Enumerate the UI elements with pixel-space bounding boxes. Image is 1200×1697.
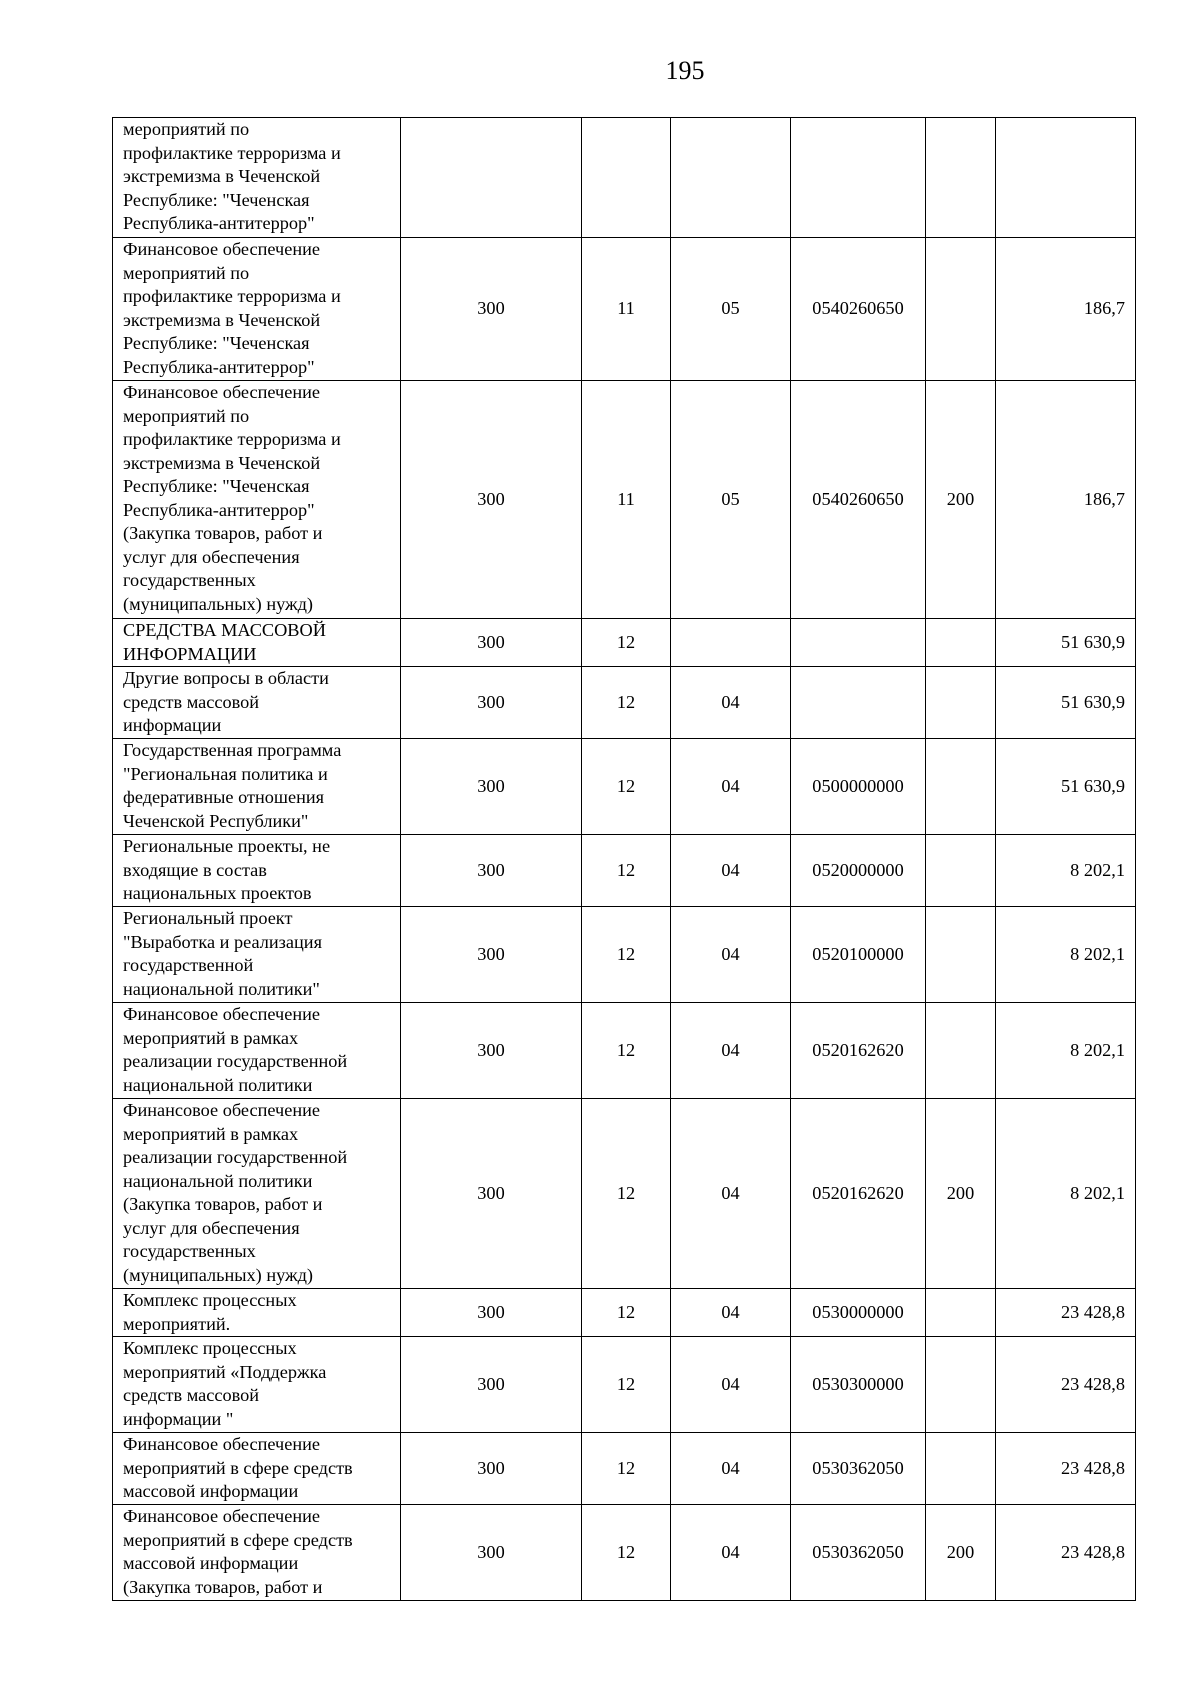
admin-code-cell: 300 [401,1433,582,1505]
expense-type-cell [926,1289,996,1337]
item-name-cell: Финансовое обеспечение мероприятий в сфере средств массовой информации [113,1433,401,1505]
table-row [113,1505,1136,1601]
admin-code-cell: 300 [401,667,582,739]
item-name-cell: Государственная программа "Региональная политика и федеративные отношения Чеченской Республики" [113,739,401,835]
admin-code-cell: 300 [401,1099,582,1289]
subsection-cell [671,118,791,238]
item-name-cell: Финансовое обеспечение мероприятий по профилактике терроризма и экстремизма в Чеченской Республике: "Чеченская Республика-антитеррор" (Закупка товаров, работ и услуг для обеспечения государственных (муниципальных) нужд) [113,381,401,619]
admin-code-cell: 300 [401,1505,582,1601]
table-row [113,238,1136,381]
amount-cell: 8 202,1 [996,1099,1136,1289]
section-cell: 12 [582,739,671,835]
expense-type-cell [926,835,996,907]
amount-cell: 8 202,1 [996,835,1136,907]
target-article-cell [791,619,926,667]
subsection-cell: 04 [671,835,791,907]
item-name-cell: мероприятий по профилактике терроризма и экстремизма в Чеченской Республике: "Чеченская Республика-антитеррор" [113,118,401,238]
target-article-cell: 0520162620 [791,1099,926,1289]
table-row [113,619,1136,667]
section-cell: 12 [582,907,671,1003]
target-article-cell: 0530000000 [791,1289,926,1337]
expense-type-cell [926,907,996,1003]
section-cell: 12 [582,1505,671,1601]
amount-cell: 51 630,9 [996,619,1136,667]
expense-type-cell: 200 [926,1505,996,1601]
subsection-cell: 05 [671,238,791,381]
admin-code-cell: 300 [401,238,582,381]
item-name-cell: Финансовое обеспечение мероприятий в сфере средств массовой информации (Закупка товаров, работ и [113,1505,401,1601]
target-article-cell [791,118,926,238]
target-article-cell [791,667,926,739]
target-article-cell: 0520162620 [791,1003,926,1099]
item-name-cell: СРЕДСТВА МАССОВОЙ ИНФОРМАЦИИ [113,619,401,667]
budget-table [112,117,1136,1601]
item-name-cell: Другие вопросы в области средств массовой информации [113,667,401,739]
subsection-cell: 04 [671,1505,791,1601]
section-cell: 12 [582,1003,671,1099]
table-row [113,1289,1136,1337]
amount-cell: 186,7 [996,238,1136,381]
table-row [113,667,1136,739]
subsection-cell: 05 [671,381,791,619]
section-cell: 11 [582,238,671,381]
expense-type-cell [926,238,996,381]
amount-cell: 23 428,8 [996,1433,1136,1505]
section-cell: 12 [582,1289,671,1337]
amount-cell: 186,7 [996,381,1136,619]
target-article-cell: 0530300000 [791,1337,926,1433]
section-cell: 12 [582,835,671,907]
amount-cell: 8 202,1 [996,907,1136,1003]
section-cell [582,118,671,238]
section-cell: 12 [582,1099,671,1289]
item-name-cell: Финансовое обеспечение мероприятий в рамках реализации государственной национальной политики (Закупка товаров, работ и услуг для обеспечения государственных (муниципальных) нужд) [113,1099,401,1289]
admin-code-cell: 300 [401,907,582,1003]
target-article-cell: 0540260650 [791,381,926,619]
section-cell: 12 [582,1337,671,1433]
item-name-cell: Региональный проект "Выработка и реализация государственной национальной политики" [113,907,401,1003]
page-number: 195 [665,56,705,85]
item-name-cell: Финансовое обеспечение мероприятий в рамках реализации государственной национальной политики [113,1003,401,1099]
expense-type-cell: 200 [926,381,996,619]
item-name-cell: Региональные проекты, не входящие в состав национальных проектов [113,835,401,907]
subsection-cell: 04 [671,907,791,1003]
expense-type-cell [926,667,996,739]
subsection-cell: 04 [671,739,791,835]
section-cell: 12 [582,619,671,667]
expense-type-cell [926,1337,996,1433]
table-row [113,739,1136,835]
table-row [113,835,1136,907]
table-row [113,1003,1136,1099]
subsection-cell: 04 [671,667,791,739]
subsection-cell: 04 [671,1003,791,1099]
table-row [113,1099,1136,1289]
target-article-cell: 0520100000 [791,907,926,1003]
admin-code-cell: 300 [401,1003,582,1099]
amount-cell: 8 202,1 [996,1003,1136,1099]
amount-cell: 51 630,9 [996,739,1136,835]
subsection-cell: 04 [671,1433,791,1505]
table-row [113,381,1136,619]
amount-cell: 23 428,8 [996,1505,1136,1601]
admin-code-cell [401,118,582,238]
subsection-cell: 04 [671,1337,791,1433]
amount-cell [996,118,1136,238]
table-row [113,907,1136,1003]
admin-code-cell: 300 [401,381,582,619]
amount-cell: 51 630,9 [996,667,1136,739]
section-cell: 11 [582,381,671,619]
expense-type-cell [926,1433,996,1505]
section-cell: 12 [582,1433,671,1505]
section-cell: 12 [582,667,671,739]
expense-type-cell: 200 [926,1099,996,1289]
item-name-cell: Финансовое обеспечение мероприятий по профилактике терроризма и экстремизма в Чеченской Республике: "Чеченская Республика-антитеррор" [113,238,401,381]
expense-type-cell [926,118,996,238]
expense-type-cell [926,619,996,667]
expense-type-cell [926,1003,996,1099]
target-article-cell: 0540260650 [791,238,926,381]
amount-cell: 23 428,8 [996,1337,1136,1433]
target-article-cell: 0530362050 [791,1433,926,1505]
admin-code-cell: 300 [401,619,582,667]
target-article-cell: 0500000000 [791,739,926,835]
subsection-cell [671,619,791,667]
item-name-cell: Комплекс процессных мероприятий «Поддержка средств массовой информации " [113,1337,401,1433]
admin-code-cell: 300 [401,835,582,907]
expense-type-cell [926,739,996,835]
item-name-cell: Комплекс процессных мероприятий. [113,1289,401,1337]
target-article-cell: 0530362050 [791,1505,926,1601]
subsection-cell: 04 [671,1289,791,1337]
admin-code-cell: 300 [401,739,582,835]
table-row [113,1337,1136,1433]
table-row [113,1433,1136,1505]
amount-cell: 23 428,8 [996,1289,1136,1337]
table-row [113,118,1136,238]
target-article-cell: 0520000000 [791,835,926,907]
admin-code-cell: 300 [401,1289,582,1337]
subsection-cell: 04 [671,1099,791,1289]
admin-code-cell: 300 [401,1337,582,1433]
